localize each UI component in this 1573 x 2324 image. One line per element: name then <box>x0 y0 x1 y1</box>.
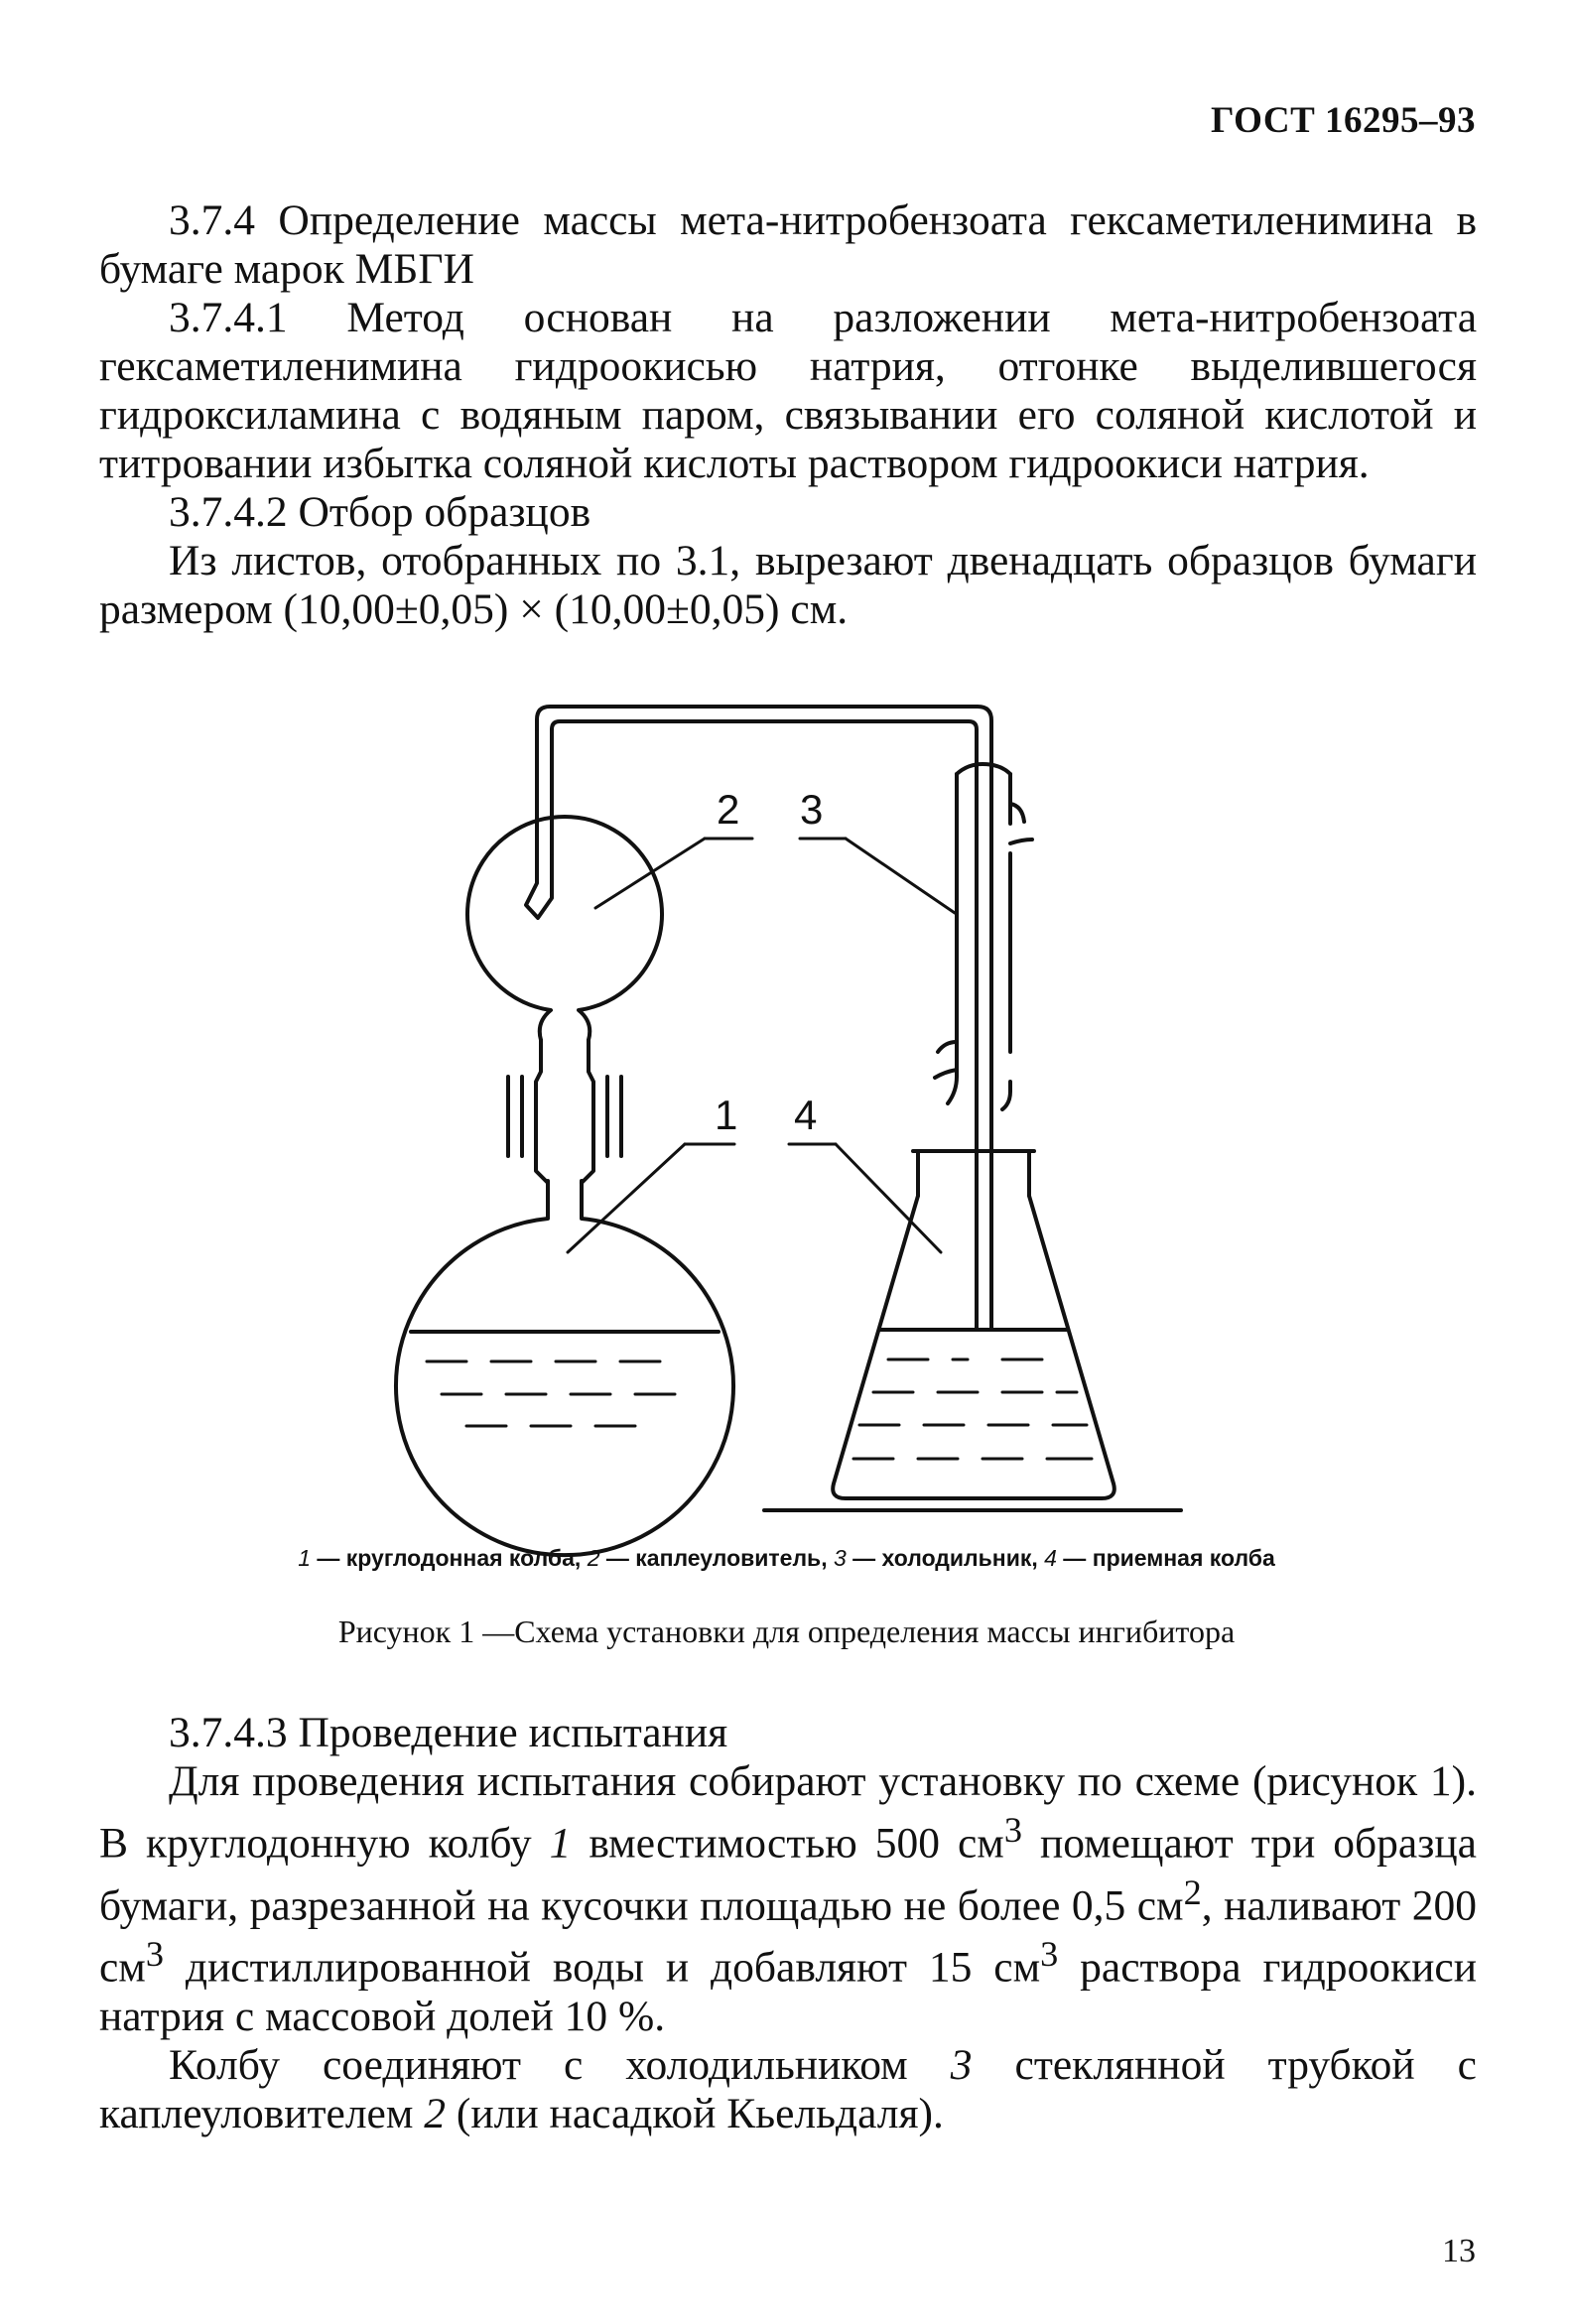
ground-joint <box>508 1040 621 1183</box>
paragraph-3-7-4-1: 3.7.4.1 Метод основан на разложении мета-нитробензоата гексаметиленимина гидроокисью натрия, отгонке выделившегося гидроксиламина с водяным паром, связывании его соляной кислотой и титровании избытка соляной кислоты раствором гидроокиси натрия. <box>99 294 1477 487</box>
figure-legend <box>0 1545 1573 1572</box>
receiving-flask <box>833 1151 1114 1498</box>
flask1-liquid <box>427 1361 675 1426</box>
section-heading-3-7-4: 3.7.4 Определение массы мета-нитробензоата гексаметиленимина в бумаге марок МБГИ <box>99 196 1477 293</box>
label-3: 3 <box>800 786 824 833</box>
round-bottom-flask <box>396 1181 733 1555</box>
flask4-liquid <box>853 1359 1092 1459</box>
legend-num-2: 2 <box>587 1545 600 1571</box>
paragraph-procedure: Для проведения испытания собирают установку по схеме (рисунок 1). В круглодонную колбу 1 вместимостью 500 $см^3$ помещают три образца бумаги, разрезанной на кусочки площадью не более 0,5 $см^2$, наливают 200 $см^3$ дистиллированной воды и добавляют 15 $см^3$ раствора гидроокиси натрия с массовой долей 10 %. <box>99 1757 1478 2040</box>
document-code: ГОСТ 16295–93 <box>1211 100 1476 141</box>
label-4: 4 <box>794 1092 818 1138</box>
legend-num-1: 1 <box>298 1545 311 1571</box>
legend-text-4: — приемная колба <box>1056 1545 1275 1571</box>
figure-title: Рисунок 1 —Схема установки для определения массы ингибитора <box>337 1614 1236 1649</box>
condenser <box>935 764 1032 1109</box>
bottom-text-block <box>99 1709 1477 2138</box>
legend-text-3: — холодильник, <box>846 1545 1045 1571</box>
legend-text-1: — круглодонная колба, <box>311 1545 588 1571</box>
label-1: 1 <box>715 1092 738 1138</box>
legend-num-4: 4 <box>1044 1545 1057 1571</box>
paragraph-sampling: Из листов, отобранных по 3.1, вырезают двенадцать образцов бумаги размером (10,00±0,05) × (10,00±0,05) см. <box>99 537 1477 633</box>
leader-lines <box>568 839 955 1252</box>
label-2: 2 <box>717 786 740 833</box>
section-heading-3-7-4-3: 3.7.4.3 Проведение испытания <box>169 1709 728 1756</box>
page-number: 13 <box>1442 2233 1476 2269</box>
legend-text-2: — каплеуловитель, <box>599 1545 834 1571</box>
legend-num-3: 3 <box>833 1545 847 1571</box>
paragraph-connection: Колбу соединяют с холодильником 3 стеклянной трубкой с каплеуловителем 2 (или насадкой Кьельдаля). <box>99 2040 1477 2137</box>
section-heading-3-7-4-2: 3.7.4.2 Отбор образцов <box>169 488 591 536</box>
